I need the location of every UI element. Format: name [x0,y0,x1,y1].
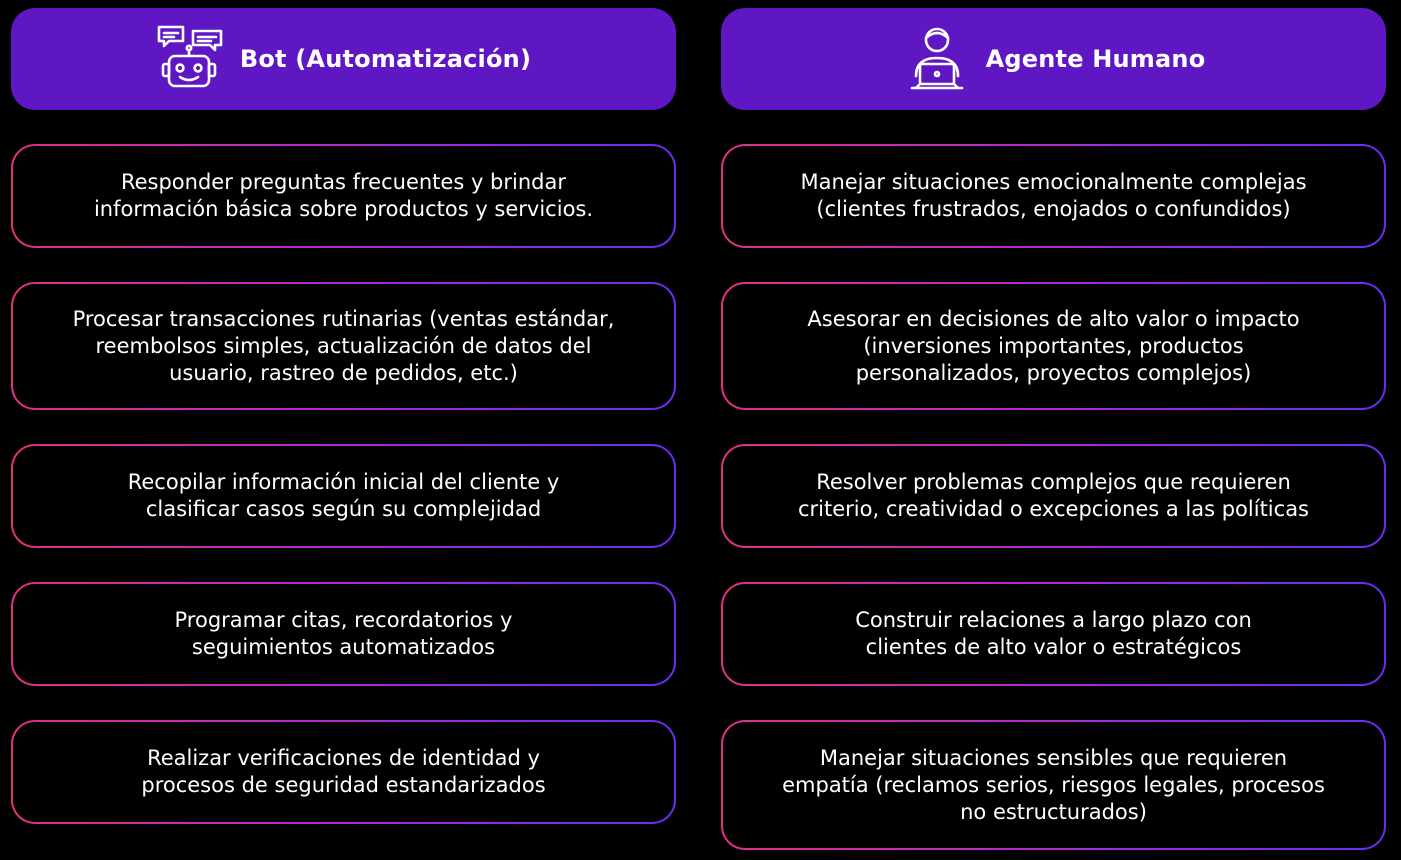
bot-task-card [11,582,676,686]
human-task-card [721,282,1386,410]
human-task-text: Construir relaciones a largo plazo con clientes de alto valor o estratégicos [855,608,1252,659]
person-laptop-icon [902,24,972,94]
bot-header-title: Bot (Automatización) [239,45,532,73]
human-task-card [721,720,1386,850]
bot-task-card [11,282,676,410]
human-task-text: Manejar situaciones emocionalmente complejas (clientes frustrados, enojados o confundidos) [800,170,1307,221]
bot-task-card [11,144,676,248]
human-agent-header [721,8,1386,110]
human-task-card [721,582,1386,686]
human-agent-header-title: Agente Humano [985,45,1206,73]
human-task-text: Manejar situaciones sensibles que requieren empatía (reclamos serios, riesgos legales, procesos no estructurados) [782,745,1325,824]
bot-task-text: Procesar transacciones rutinarias (ventas estándar, reembolsos simples, actualización de datos del usuario, rastreo de pedidos, etc.) [72,306,615,385]
bot-task-text: Recopilar información inicial del cliente y clasificar casos según su complejidad [127,470,560,521]
bot-task-text: Realizar verificaciones de identidad y procesos de seguridad estandarizados [141,746,546,797]
bot-task-card [11,444,676,548]
bot-header [11,8,676,110]
human-task-card [721,144,1386,248]
bot-task-text: Responder preguntas frecuentes y brindar información básica sobre productos y servicios. [93,170,594,221]
human-task-text: Resolver problemas complejos que requieren criterio, creatividad o excepciones a las políticas [797,470,1309,521]
human-task-text: Asesorar en decisiones de alto valor o impacto (inversiones importantes, productos personalizados, proyectos complejos) [807,306,1300,385]
robot-chat-icon [156,24,226,94]
bot-task-card [11,720,676,824]
bot-task-text: Programar citas, recordatorios y seguimientos automatizados [174,608,513,659]
human-task-card [721,444,1386,548]
